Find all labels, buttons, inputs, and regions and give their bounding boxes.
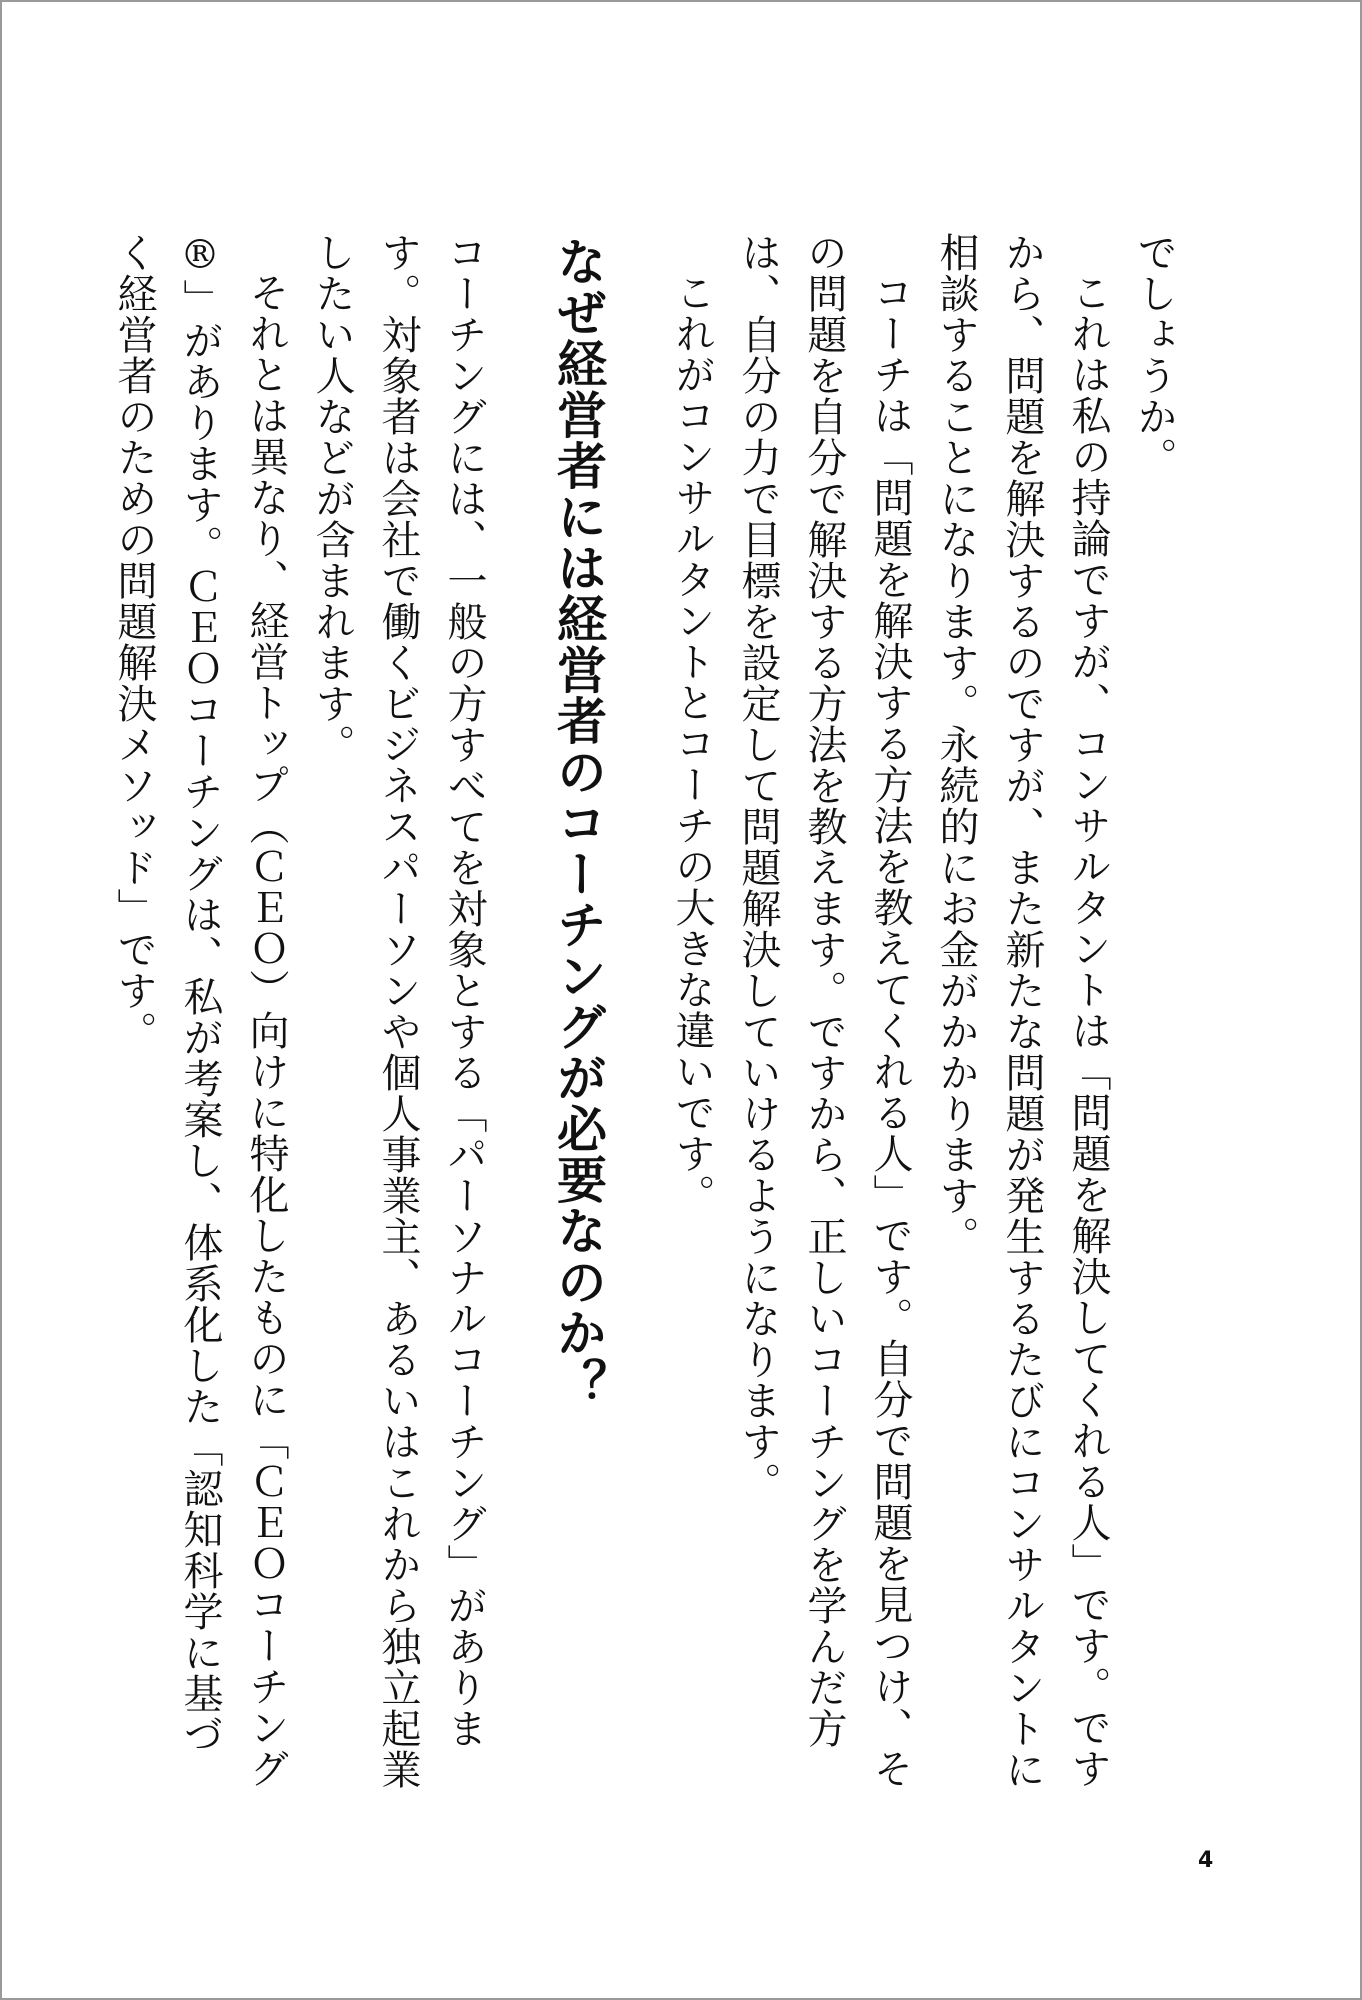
paragraph-6: それとは異なり、経営トップ（ＣＥＯ）向けに特化したものに「ＣＥＯコーチング®」があります。ＣＥＯコーチングは、私が考案し、体系化した「認知科学に基づく経営者のための問題解決メソッド」です。 [111, 232, 289, 1789]
paragraph-3: コーチは「問題を解決する方法を教えてくれる人」です。自分で問題を見つけ、その問題を自分で解決する方法を教えます。ですから、正しいコーチングを学んだ方は、自分の力で目標を設定して問題解決していけるようになります。 [735, 232, 913, 1789]
paragraph-5: コーチングには、一般の方すべてを対象とする「パーソナルコーチング」があります。対象者は会社で働くビジネスパーソンや個人事業主、あるいはこれから独立起業したい人などが含まれます。 [309, 232, 487, 1790]
section-heading: なぜ経営者には経営者のコーチングが必要なのか？ [549, 236, 607, 1409]
vertical-text-body [101, 232, 1187, 1792]
paragraph-4: これがコンサルタントとコーチの大きな違いです。 [669, 272, 715, 1215]
paragraph-1: でしょうか。 [1131, 232, 1177, 478]
paragraph-2: これは私の持論ですが、コンサルタントは「問題を解決してくれる人」です。ですから、問題を解決するのですが、また新たな問題が発生するたびにコンサルタントに相談することになります。永続的にお金がかかります。 [933, 232, 1111, 1790]
page-number: 4 [1198, 1848, 1214, 1873]
